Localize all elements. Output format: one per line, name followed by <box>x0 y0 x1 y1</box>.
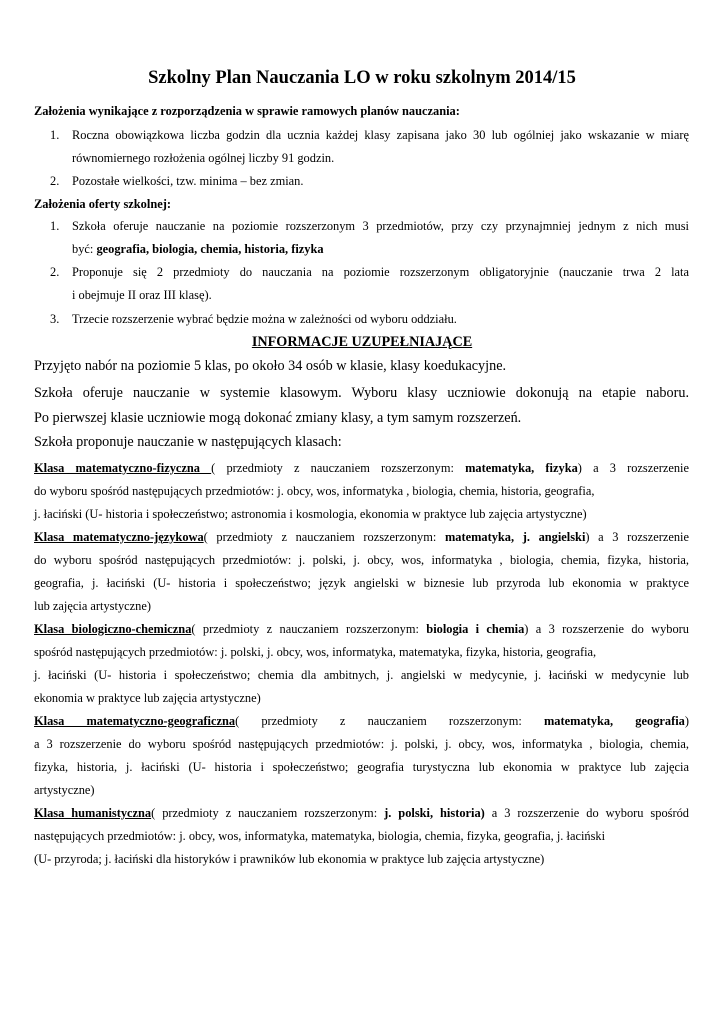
section1-item1-line1: Roczna obowiązkowa liczba godzin dla ucznia każdej klasy zapisana jako 30 lub ogólniej jako wskazanie w miarę <box>72 128 689 142</box>
section2-heading: Założenia oferty szkolnej: <box>34 197 171 211</box>
info-paragraph2-line2: Po pierwszej klasie uczniowie mogą dokonać zmiany klasy, a tym samym rozszerzeń. <box>34 410 522 426</box>
class-mg-tail: ) <box>684 714 689 728</box>
class-hu-subjects: j. polski, historia) <box>384 806 485 820</box>
class-mj-subjects: matematyka, j. angielski <box>444 530 586 544</box>
class-hu-tail: a 3 rozszerzenie do wyboru spośród <box>484 806 689 820</box>
section2-item1-line2-text: być: <box>72 242 97 256</box>
class-hu-line2: następujących przedmiotów: j. obcy, wos, informatyka, matematyka, biologia, chemia, fizyka, geografia, j. łaciński <box>34 829 606 843</box>
class-bc-intro: ( przedmioty z nauczaniem rozszerzonym: <box>191 622 427 636</box>
class-bc-line4: ekonomia w praktyce lub zajęcia artystyczne) <box>34 691 261 705</box>
class-bc-name: Klasa biologiczno-chemiczna <box>34 622 192 636</box>
class-hu-intro: ( przedmioty z nauczaniem rozszerzonym: <box>151 806 385 820</box>
section2-item1-required-subjects: geografia, biologia, chemia, historia, fizyka <box>96 242 324 256</box>
class-mj-line3: geografia, j. łaciński (U- historia i społeczeństwo; język angielski w biznesie lub przyroda lub ekonomia w praktyce <box>34 576 689 590</box>
section2-item3-line1: Trzecie rozszerzenie wybrać będzie można w zależności od wyboru oddziału. <box>72 312 457 326</box>
section1-item2-line1: Pozostałe wielkości, tzw. minima – bez zmian. <box>72 174 304 188</box>
section1-heading: Założenia wynikające z rozporządzenia w sprawie ramowych planów nauczania: <box>34 104 460 118</box>
class-mj-name: Klasa matematyczno-językowa <box>34 530 204 544</box>
class-mj-line4: lub zajęcia artystyczne) <box>34 599 151 613</box>
class-mg-name: Klasa matematyczno-geograficzna <box>34 714 236 728</box>
info-paragraph2-line1: Szkoła oferuje nauczanie w systemie klasowym. Wyboru klasy uczniowie dokonują na etapie naboru. <box>34 385 689 401</box>
section2-item3-number: 3. <box>50 312 60 326</box>
class-bc-line2: spośród następujących przedmiotów: j. polski, j. obcy, wos, informatyka, matematyka, fizyka, historia, geografia, <box>34 645 597 659</box>
class-mg-line4: artystyczne) <box>34 783 95 797</box>
section2-item1-number: 1. <box>50 219 60 233</box>
class-mj-line1 <box>34 530 689 545</box>
class-hu-line1 <box>34 806 689 821</box>
class-mg-line3: fizyka, historia, j. łaciński (U- historia i społeczeństwo; geografia turystyczna lub ekonomia w praktyce lub zajęcia <box>34 760 689 774</box>
class-mf-tail: ) a 3 rozszerzenie <box>577 461 689 475</box>
info-paragraph3: Szkoła proponuje nauczanie w następujących klasach: <box>34 434 342 450</box>
class-mj-line2: do wyboru spośród następujących przedmiotów: j. polski, j. obcy, wos, informatyka , biologia, chemia, fizyka, historia, <box>34 553 689 567</box>
section2-item2-number: 2. <box>50 265 60 279</box>
page-title: Szkolny Plan Nauczania LO w roku szkolnym 2014/15 <box>148 68 576 88</box>
class-bc-line1 <box>34 622 689 637</box>
class-mf-line1 <box>34 461 689 476</box>
info-heading: INFORMACJE UZUPEŁNIAJĄCE <box>251 334 473 350</box>
section1-item1-number: 1. <box>50 128 60 142</box>
section1-item2-number: 2. <box>50 174 60 188</box>
class-hu-line3: (U- przyroda; j. łaciński dla historyków i prawników lub ekonomia w praktyce lub zajęcia artystyczne) <box>34 852 545 866</box>
class-mg-intro: ( przedmioty z nauczaniem rozszerzonym: <box>235 714 544 728</box>
class-mj-tail: ) a 3 rozszerzenie <box>585 530 689 544</box>
section2-item2-line2: i obejmuje II oraz III klasę). <box>72 288 212 302</box>
section2-item1-line2 <box>72 242 689 257</box>
class-mf-subjects: matematyka, fizyka <box>465 461 578 475</box>
class-mf-line3: j. łaciński (U- historia i społeczeństwo; astronomia i kosmologia, ekonomia w praktyce lub zajęcia artystyczne) <box>34 507 587 521</box>
class-mf-intro: ( przedmioty z nauczaniem rozszerzonym: <box>211 461 466 475</box>
class-mg-line2: a 3 rozszerzenie do wyboru spośród następujących przedmiotów: j. polski, j. obcy, wos, informatyka , biologia, chemia, <box>34 737 689 751</box>
section2-item1-line1: Szkoła oferuje nauczanie na poziomie rozszerzonym 3 przedmiotów, przy czy przynajmniej jednym z nich musi <box>72 219 689 233</box>
section1-item1-line2: równomiernego rozłożenia ogólnej liczby 91 godzin. <box>72 151 335 165</box>
class-bc-tail: ) a 3 rozszerzenie do wyboru <box>524 622 689 636</box>
class-bc-subjects: biologia i chemia <box>426 622 525 636</box>
class-mf-line2: do wyboru spośród następujących przedmiotów: j. obcy, wos, informatyka , biologia, chemia, historia, geografia, <box>34 484 595 498</box>
class-bc-line3: j. łaciński (U- historia i społeczeństwo; chemia dla ambitnych, j. angielski w medycynie, j. łaciński w medycynie lub <box>34 668 689 682</box>
class-hu-name: Klasa humanistyczna <box>34 806 152 820</box>
class-mj-intro: ( przedmioty z nauczaniem rozszerzonym: <box>203 530 445 544</box>
class-mf-name: Klasa matematyczno-fizyczna <box>34 461 212 475</box>
class-mg-subjects: matematyka, geografia <box>543 714 685 728</box>
info-paragraph1: Przyjęto nabór na poziomie 5 klas, po około 34 osób w klasie, klasy koedukacyjne. <box>34 358 507 374</box>
class-mg-line1 <box>34 714 689 729</box>
section2-item2-line1: Proponuje się 2 przedmioty do nauczania na poziomie rozszerzonym obligatoryjnie (nauczanie trwa 2 lata <box>72 265 689 279</box>
